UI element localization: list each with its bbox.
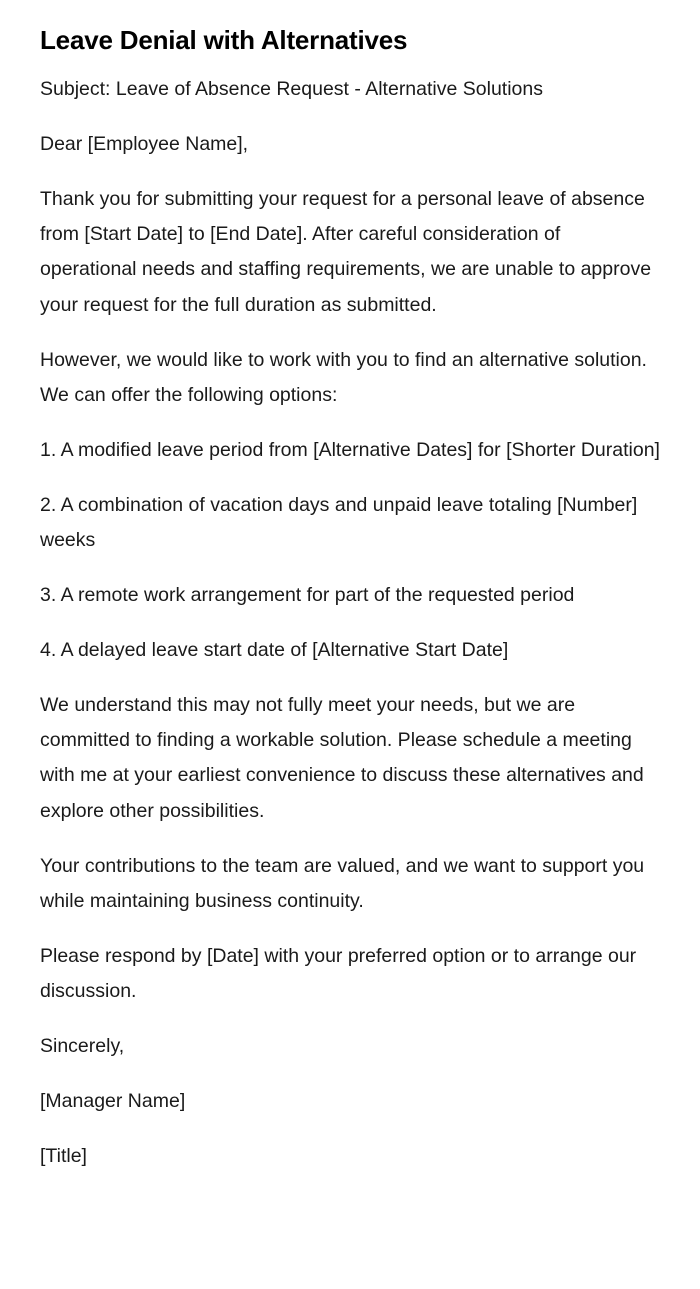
closing-paragraph: Your contributions to the team are valued, and we want to support you while maintaining business continuity. (40, 854, 645, 912)
option-item: 4. A delayed leave start date of [Alternative Start Date] (40, 639, 509, 662)
intro-paragraph: Thank you for submitting your request for a personal leave of absence from [Start Date] to [End Date]. After careful consideration of operational needs and staffing requirements, we are unable to approve your request for the full duration as submitted. (40, 188, 652, 316)
signoff: Sincerely, (40, 1035, 125, 1058)
option-item: 1. A modified leave period from [Alternative Dates] for [Shorter Duration] (40, 438, 660, 461)
closing-paragraph: We understand this may not fully meet your needs, but we are committed to finding a workable solution. Please schedule a meeting with me at your earliest convenience to discuss these alternatives and explore other possibilities. (40, 694, 644, 822)
manager-name: [Manager Name] (40, 1090, 186, 1113)
option-item: 3. A remote work arrangement for part of the requested period (40, 584, 575, 607)
alternatives-intro-paragraph: However, we would like to work with you to find an alternative solution. We can offer the following options: (40, 348, 647, 406)
salutation: Dear [Employee Name], (40, 133, 249, 155)
document-title: Leave Denial with Alternatives (40, 25, 408, 55)
option-item: 2. A combination of vacation days and unpaid leave totaling [Number] weeks (40, 493, 638, 552)
subject-line: Subject: Leave of Absence Request - Alternative Solutions (40, 78, 543, 100)
manager-title: [Title] (40, 1145, 87, 1168)
closing-paragraph: Please respond by [Date] with your preferred option or to arrange our discussion. (40, 944, 637, 1003)
